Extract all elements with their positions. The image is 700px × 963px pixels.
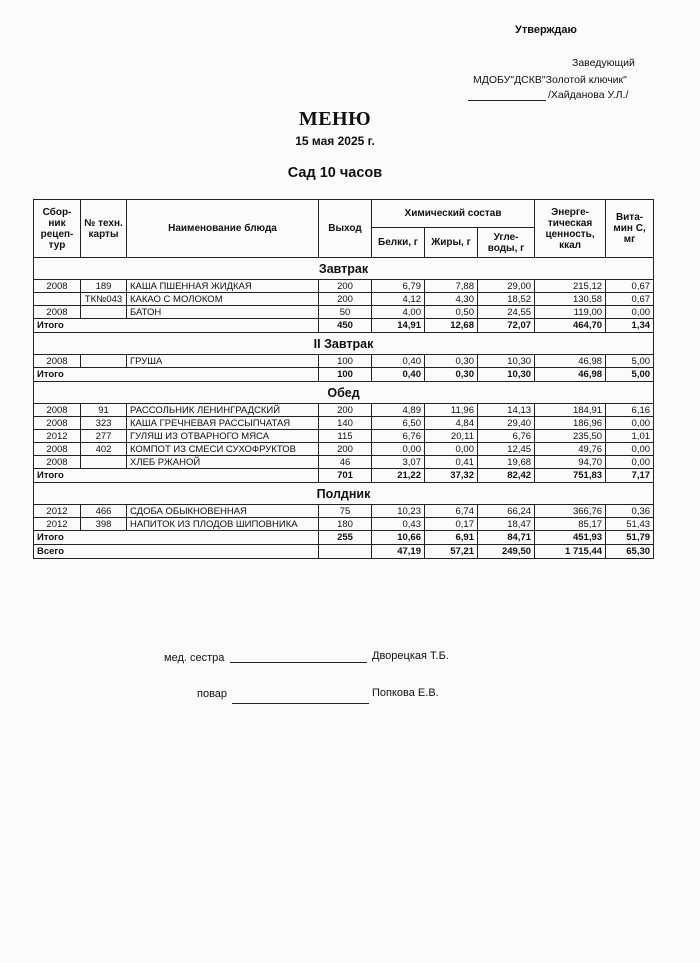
table-row [34, 430, 654, 443]
col-yield: Выход [319, 200, 372, 258]
cell-protein: 10,23 [372, 505, 425, 518]
signature-role-nurse: мед. сестра [164, 652, 225, 664]
cell-card [81, 355, 127, 368]
cell-vitc: 51,43 [606, 518, 654, 531]
cell-vitc: 5,00 [606, 355, 654, 368]
cell-energy: 186,96 [535, 417, 606, 430]
total-row [34, 319, 654, 333]
total-energy: 464,70 [535, 319, 606, 333]
cell-collection: 2008 [34, 404, 81, 417]
col-dish: Наименование блюда [127, 200, 319, 258]
head-signature-line [468, 90, 546, 101]
total-fat: 12,68 [425, 319, 478, 333]
cell-vitc: 6,16 [606, 404, 654, 417]
cell-carbs: 18,52 [478, 293, 535, 306]
cell-collection: 2008 [34, 443, 81, 456]
cell-card: 91 [81, 404, 127, 417]
col-card: № техн. карты [81, 200, 127, 258]
section-header-row [34, 333, 654, 355]
menu-table [33, 199, 654, 559]
cell-protein: 6,79 [372, 280, 425, 293]
cell-energy: 85,17 [535, 518, 606, 531]
total-fat: 0,30 [425, 368, 478, 382]
cell-fat: 0,41 [425, 456, 478, 469]
total-yield: 450 [319, 319, 372, 333]
total-fat: 37,32 [425, 469, 478, 483]
total-carbs: 10,30 [478, 368, 535, 382]
cell-carbs: 24,55 [478, 306, 535, 319]
cell-carbs: 18,47 [478, 518, 535, 531]
col-fat: Жиры, г [425, 228, 478, 258]
cell-vitc: 0,00 [606, 417, 654, 430]
cell-energy: 235,50 [535, 430, 606, 443]
col-chem: Химический состав [372, 200, 535, 228]
table-row [34, 417, 654, 430]
cell-yield: 200 [319, 443, 372, 456]
cell-fat: 4,84 [425, 417, 478, 430]
col-collection: Сбор-ник рецеп-тур [34, 200, 81, 258]
signature-line-nurse [230, 650, 367, 663]
total-vitc: 1,34 [606, 319, 654, 333]
cell-carbs: 29,40 [478, 417, 535, 430]
cell-vitc: 0,00 [606, 456, 654, 469]
signature-role-cook: повар [197, 688, 228, 700]
head-signature [468, 89, 628, 101]
cell-protein: 4,12 [372, 293, 425, 306]
cell-card: 402 [81, 443, 127, 456]
cell-card: 398 [81, 518, 127, 531]
cell-dish: ГУЛЯШ ИЗ ОТВАРНОГО МЯСА [127, 430, 319, 443]
cell-yield: 46 [319, 456, 372, 469]
total-energy: 46,98 [535, 368, 606, 382]
cell-dish: ГРУША [127, 355, 319, 368]
cell-fat: 0,30 [425, 355, 478, 368]
cell-energy: 184,91 [535, 404, 606, 417]
cell-protein: 6,50 [372, 417, 425, 430]
cell-collection: 2008 [34, 417, 81, 430]
total-protein: 21,22 [372, 469, 425, 483]
cell-collection: 2008 [34, 306, 81, 319]
cell-card: 277 [81, 430, 127, 443]
cell-card [81, 456, 127, 469]
signature-name-cook: Попкова Е.В. [372, 687, 439, 699]
cell-yield: 200 [319, 404, 372, 417]
total-vitc: 51,79 [606, 531, 654, 545]
grand-total-row [34, 545, 654, 559]
cell-carbs: 10,30 [478, 355, 535, 368]
cell-card: 466 [81, 505, 127, 518]
cell-yield: 75 [319, 505, 372, 518]
cell-dish: КОМПОТ ИЗ СМЕСИ СУХОФРУКТОВ [127, 443, 319, 456]
table-row [34, 518, 654, 531]
total-protein: 0,40 [372, 368, 425, 382]
cell-yield: 180 [319, 518, 372, 531]
total-label: Итого [34, 319, 319, 333]
cell-vitc: 0,00 [606, 306, 654, 319]
cell-collection: 2012 [34, 518, 81, 531]
total-yield: 255 [319, 531, 372, 545]
cell-protein: 6,76 [372, 430, 425, 443]
menu-body [34, 258, 654, 559]
cell-collection: 2012 [34, 430, 81, 443]
cell-yield: 100 [319, 355, 372, 368]
grand-total-vitc: 65,30 [606, 545, 654, 559]
cell-energy: 94,70 [535, 456, 606, 469]
cell-dish: РАССОЛЬНИК ЛЕНИНГРАДСКИЙ [127, 404, 319, 417]
total-protein: 14,91 [372, 319, 425, 333]
cell-carbs: 29,00 [478, 280, 535, 293]
cell-vitc: 0,67 [606, 280, 654, 293]
cell-dish: НАПИТОК ИЗ ПЛОДОВ ШИПОВНИКА [127, 518, 319, 531]
total-label: Итого [34, 469, 319, 483]
cell-dish: ХЛЕБ РЖАНОЙ [127, 456, 319, 469]
cell-fat: 4,30 [425, 293, 478, 306]
cell-fat: 0,17 [425, 518, 478, 531]
total-yield: 701 [319, 469, 372, 483]
cell-energy: 119,00 [535, 306, 606, 319]
cell-dish: СДОБА ОБЫКНОВЕННАЯ [127, 505, 319, 518]
cell-card [81, 306, 127, 319]
cell-yield: 50 [319, 306, 372, 319]
total-protein: 10,66 [372, 531, 425, 545]
cell-energy: 215,12 [535, 280, 606, 293]
table-row [34, 456, 654, 469]
approve-label: Утверждаю [515, 24, 577, 36]
cell-carbs: 12,45 [478, 443, 535, 456]
grand-total-fat: 57,21 [425, 545, 478, 559]
total-yield: 100 [319, 368, 372, 382]
col-carbs: Угле-воды, г [478, 228, 535, 258]
table-row [34, 280, 654, 293]
signature-line-cook [232, 691, 369, 704]
table-row [34, 505, 654, 518]
col-protein: Белки, г [372, 228, 425, 258]
cell-collection: 2012 [34, 505, 81, 518]
cell-card: 189 [81, 280, 127, 293]
cell-collection: 2008 [34, 280, 81, 293]
table-row [34, 355, 654, 368]
total-energy: 751,83 [535, 469, 606, 483]
total-label: Итого [34, 368, 319, 382]
grand-total-yield [319, 545, 372, 559]
section-title: II Завтрак [34, 333, 654, 355]
cell-protein: 0,00 [372, 443, 425, 456]
signature-name-nurse: Дворецкая Т.Б. [372, 650, 449, 662]
cell-collection: 2008 [34, 355, 81, 368]
page-title: МЕНЮ [298, 108, 372, 130]
head-organization: МДОБУ"ДСКВ"Золотой ключик" [473, 74, 627, 86]
cell-collection [34, 293, 81, 306]
cell-card: 323 [81, 417, 127, 430]
cell-carbs: 14,13 [478, 404, 535, 417]
cell-energy: 130,58 [535, 293, 606, 306]
table-row [34, 306, 654, 319]
cell-fat: 0,00 [425, 443, 478, 456]
col-energy: Энерге-тическая ценность, ккал [535, 200, 606, 258]
cell-protein: 4,89 [372, 404, 425, 417]
cell-yield: 200 [319, 293, 372, 306]
cell-fat: 0,50 [425, 306, 478, 319]
grand-total-energy: 1 715,44 [535, 545, 606, 559]
cell-yield: 140 [319, 417, 372, 430]
cell-vitc: 1,01 [606, 430, 654, 443]
cell-vitc: 0,00 [606, 443, 654, 456]
cell-yield: 200 [319, 280, 372, 293]
cell-protein: 0,43 [372, 518, 425, 531]
total-row [34, 469, 654, 483]
table-row [34, 293, 654, 306]
total-energy: 451,93 [535, 531, 606, 545]
cell-protein: 3,07 [372, 456, 425, 469]
cell-carbs: 66,24 [478, 505, 535, 518]
cell-fat: 6,74 [425, 505, 478, 518]
cell-vitc: 0,36 [606, 505, 654, 518]
cell-protein: 0,40 [372, 355, 425, 368]
menu-date: 15 мая 2025 г. [295, 134, 375, 148]
table-row [34, 443, 654, 456]
cell-dish: КАША ПШЕННАЯ ЖИДКАЯ [127, 280, 319, 293]
col-vitc: Вита-мин С, мг [606, 200, 654, 258]
total-vitc: 7,17 [606, 469, 654, 483]
cell-energy: 366,76 [535, 505, 606, 518]
head-position: Заведующий [572, 57, 635, 69]
total-carbs: 72,07 [478, 319, 535, 333]
grand-total-protein: 47,19 [372, 545, 425, 559]
head-signatory: /Хайданова У.Л./ [548, 89, 629, 101]
section-header-row [34, 258, 654, 280]
cell-collection: 2008 [34, 456, 81, 469]
total-vitc: 5,00 [606, 368, 654, 382]
section-title: Обед [34, 382, 654, 404]
cell-vitc: 0,67 [606, 293, 654, 306]
cell-yield: 115 [319, 430, 372, 443]
total-row [34, 368, 654, 382]
cell-card: ТК№043 [81, 293, 127, 306]
cell-dish: КАКАО С МОЛОКОМ [127, 293, 319, 306]
cell-protein: 4,00 [372, 306, 425, 319]
menu-subtitle: Сад 10 часов [287, 165, 383, 181]
cell-carbs: 6,76 [478, 430, 535, 443]
section-header-row [34, 382, 654, 404]
grand-total-carbs: 249,50 [478, 545, 535, 559]
cell-dish: КАША ГРЕЧНЕВАЯ РАССЫПЧАТАЯ [127, 417, 319, 430]
cell-fat: 20,11 [425, 430, 478, 443]
cell-carbs: 19,68 [478, 456, 535, 469]
cell-energy: 46,98 [535, 355, 606, 368]
table-row [34, 404, 654, 417]
cell-fat: 11,96 [425, 404, 478, 417]
cell-energy: 49,76 [535, 443, 606, 456]
total-carbs: 84,71 [478, 531, 535, 545]
total-row [34, 531, 654, 545]
cell-dish: БАТОН [127, 306, 319, 319]
total-carbs: 82,42 [478, 469, 535, 483]
section-title: Полдник [34, 483, 654, 505]
total-fat: 6,91 [425, 531, 478, 545]
total-label: Итого [34, 531, 319, 545]
section-title: Завтрак [34, 258, 654, 280]
grand-total-label: Всего [34, 545, 319, 559]
section-header-row [34, 483, 654, 505]
cell-fat: 7,88 [425, 280, 478, 293]
